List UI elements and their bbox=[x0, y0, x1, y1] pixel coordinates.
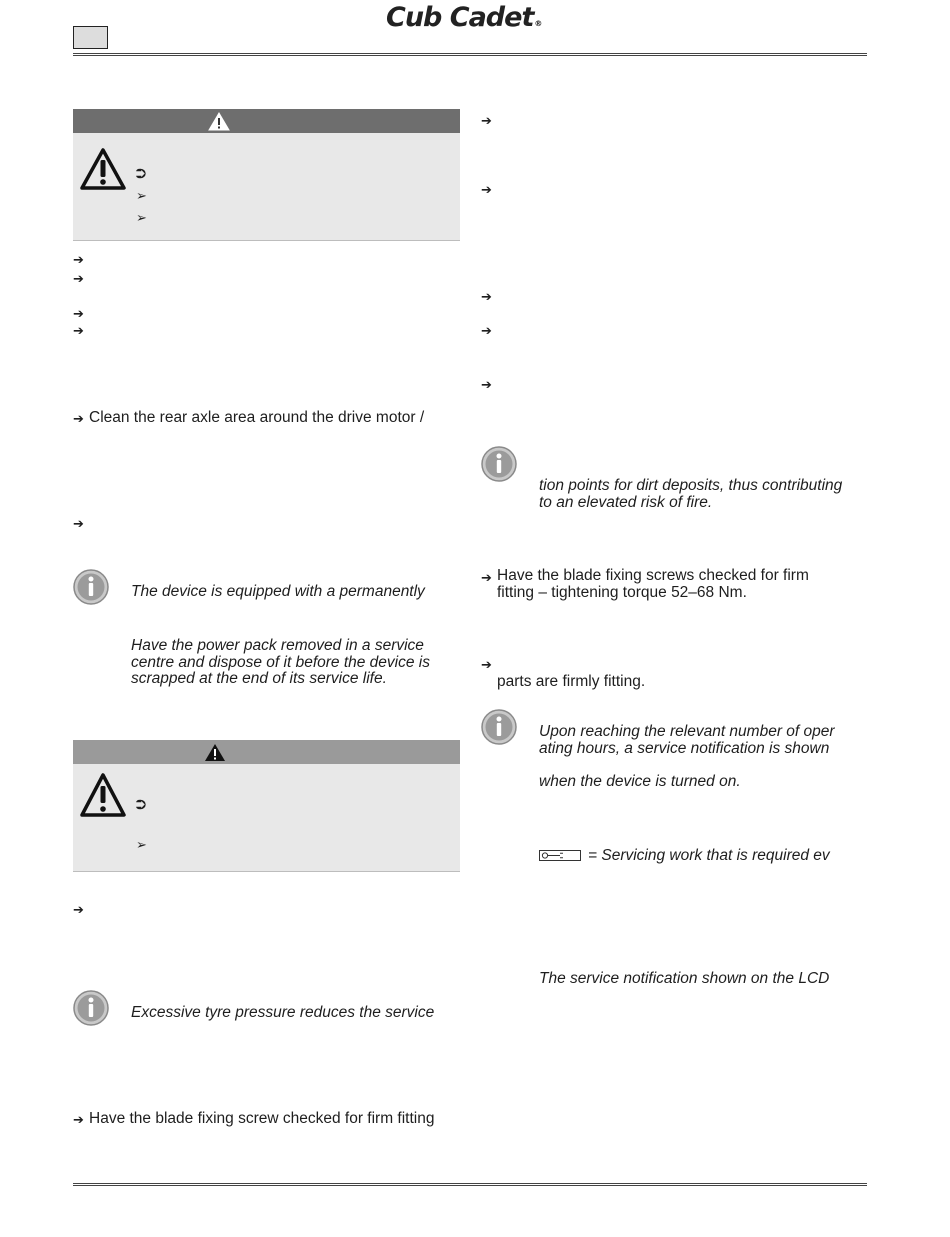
arrow-icon: ➔ bbox=[481, 570, 492, 585]
circle-arrow-icon: ⮊ bbox=[136, 797, 146, 812]
chevron-icon: ➢ bbox=[136, 837, 147, 852]
chevron-icon: ➢ bbox=[136, 210, 147, 225]
header-rule bbox=[73, 53, 867, 56]
info-icon bbox=[481, 446, 517, 482]
circle-arrow-icon: ⮊ bbox=[136, 166, 146, 181]
arrow-icon: ➔ bbox=[481, 657, 492, 672]
chevron-icon: ➢ bbox=[136, 188, 147, 203]
warning-box bbox=[73, 109, 460, 241]
arrow-icon: ➔ bbox=[481, 113, 492, 128]
warning-triangle-icon bbox=[79, 147, 127, 191]
arrow-icon: ➔ bbox=[73, 902, 84, 917]
info-icon bbox=[73, 990, 109, 1026]
fire-risk-note-line: to an elevated risk of fire. bbox=[539, 494, 713, 511]
arrow-icon: ➔ bbox=[73, 1112, 84, 1127]
page-number-tab bbox=[73, 26, 108, 49]
blade-screw-step: Have the blade fixing screw checked for firm fitting bbox=[89, 1110, 435, 1127]
arrow-icon: ➔ bbox=[73, 271, 84, 286]
arrow-icon: ➔ bbox=[73, 411, 84, 426]
footer-rule bbox=[73, 1183, 867, 1186]
arrow-icon: ➔ bbox=[481, 182, 492, 197]
servicing-legend: = Servicing work that is required ev bbox=[588, 847, 830, 864]
power-pack-note-line: The device is equipped with a permanently bbox=[131, 583, 425, 600]
arrow-icon: ➔ bbox=[73, 323, 84, 338]
warning-triangle-icon bbox=[204, 743, 226, 762]
fire-risk-note-line: tion points for dirt deposits, thus contributing bbox=[539, 477, 843, 494]
rear-axle-step: Clean the rear axle area around the drive motor / bbox=[89, 409, 425, 426]
warning-triangle-icon bbox=[208, 112, 230, 131]
blade-screws-step-line: Have the blade fixing screws checked for firm bbox=[497, 567, 809, 584]
service-note-line: ating hours, a service notification is shown bbox=[539, 740, 830, 757]
cub-cadet-logo: Cub Cadet® bbox=[386, 2, 542, 33]
warning-header bbox=[73, 740, 460, 764]
arrow-icon: ➔ bbox=[481, 377, 492, 392]
arrow-icon: ➔ bbox=[481, 323, 492, 338]
warning-triangle-icon bbox=[79, 772, 127, 818]
service-note-line: when the device is turned on. bbox=[539, 773, 741, 790]
info-icon bbox=[481, 709, 517, 745]
service-note-line: Upon reaching the relevant number of oper bbox=[539, 723, 835, 740]
arrow-icon: ➔ bbox=[73, 306, 84, 321]
wrench-icon bbox=[539, 850, 581, 861]
power-pack-note-line: centre and dispose of it before the device is bbox=[131, 654, 430, 671]
tyre-pressure-note: Excessive tyre pressure reduces the service bbox=[131, 1004, 435, 1021]
arrow-icon: ➔ bbox=[73, 516, 84, 531]
power-pack-note-line: Have the power pack removed in a service bbox=[131, 637, 424, 654]
info-icon bbox=[73, 569, 109, 605]
arrow-icon: ➔ bbox=[481, 289, 492, 304]
power-pack-note-line: scrapped at the end of its service life. bbox=[131, 670, 387, 687]
lcd-notification-note: The service notification shown on the LCD bbox=[539, 970, 830, 987]
parts-fitting-step: parts are firmly fitting. bbox=[497, 673, 646, 690]
warning-header bbox=[73, 109, 460, 133]
arrow-icon: ➔ bbox=[73, 252, 84, 267]
blade-screws-step-line: fitting – tightening torque 52–68 Nm. bbox=[497, 584, 747, 601]
warning-box bbox=[73, 740, 460, 872]
